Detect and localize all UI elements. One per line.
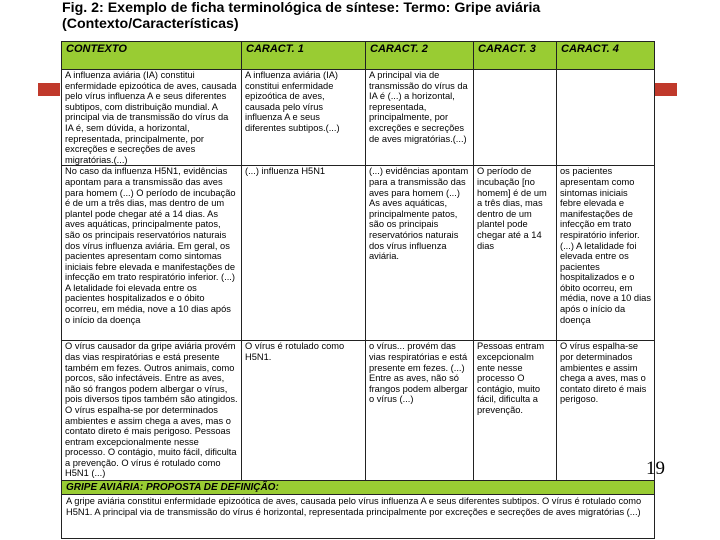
definition-text: A gripe aviária constitui enfermidade epizoótica de aves, causada pelo vírus influenza A e seus diferentes subtipos. O vírus é rotulado como H5N1. A principal via de transmissão do vírus é horizontal, representada principalmente por excreções e secreções de aves migratórias (...) — [62, 495, 655, 539]
header-caract-2: CARACT. 2 — [366, 42, 474, 70]
definition-row — [62, 495, 655, 539]
table-cell-caract-1: O vírus é rotulado como H5N1. — [242, 341, 366, 481]
table-row — [62, 341, 655, 481]
header-caract-1: CARACT. 1 — [242, 42, 366, 70]
table-row — [62, 70, 655, 166]
table-cell-caract-3: Pessoas entram excepcionalm ente nesse processo O contágio, muito fácil, dificulta a prevenção. — [474, 341, 557, 481]
table-cell-caract-4: os pacientes apresentam como sintomas iniciais febre elevada e manifestações de infecção em trato respiratório inferior. (...) A letalidade foi elevada entre os pacientes hospitalizados e o óbito ocorreu, em média, nove a 10 dias após o início da doença — [557, 166, 655, 341]
table-cell-caract-2: o vírus... provém das vias respiratórias e está presente em fezes. (...) Entre as aves, não só frangos podem albergar o vírus (...) — [366, 341, 474, 481]
table-header-row — [62, 42, 655, 70]
left-accent-bar — [38, 83, 60, 96]
table-cell-caract-4 — [557, 70, 655, 166]
table-cell-caract-3 — [474, 70, 557, 166]
table-cell-caract-1: (...) influenza H5N1 — [242, 166, 366, 341]
table-cell-caract-3: O período de incubação [no homem] é de um a três dias, mas dentro de um plantel pode chegar até a 14 dias — [474, 166, 557, 341]
table-row — [62, 166, 655, 341]
table-cell-caract-1: A influenza aviária (IA) constitui enfermidade epizoótica de aves, causada pelo vírus influenza A e seus diferentes subtipos.(...) — [242, 70, 366, 166]
header-caract-3: CARACT. 3 — [474, 42, 557, 70]
definition-heading: GRIPE AVIÁRIA: PROPOSTA DE DEFINIÇÃO: — [62, 481, 655, 495]
slide-number: 19 — [646, 458, 665, 479]
table-cell-contexto: O vírus causador da gripe aviária provém das vias respiratórias e está presente também em fezes. Outros animais, como porcos, são infectáveis. Entre as aves, não só frangos podem albergar o vírus, pois diversos tipos também são atingidos. O vírus espalha-se por determinados ambientes e assim chega a aves, mas o contato direto é mais perigoso. Pessoas entram excepcionalmente nesse processo. O contágio, muito fácil, dificulta a prevenção. O vírus é rotulado como H5N1 (...) — [62, 341, 242, 481]
figure-title: Fig. 2: Exemplo de ficha terminológica de síntese: Termo: Gripe aviária (Contexto/Características) — [62, 0, 541, 32]
terminology-table — [61, 41, 655, 539]
table-cell-caract-2: (...) evidências apontam para a transmissão das aves para homem (...) As aves aquáticas, principalmente patos, são os principais reservatórios naturais dos vírus influenza aviária. — [366, 166, 474, 341]
table-cell-caract-4: O vírus espalha-se por determinados ambientes e assim chega a aves, mas o contato direto é mais perigoso. — [557, 341, 655, 481]
definition-header-row — [62, 481, 655, 495]
header-contexto: CONTEXTO — [62, 42, 242, 70]
table-cell-caract-2: A principal via de transmissão do vírus da IA é (...) a horizontal, representada, principalmente, por excreções e secreções de aves migratórias.(...) — [366, 70, 474, 166]
right-accent-bar — [655, 83, 677, 96]
header-caract-4: CARACT. 4 — [557, 42, 655, 70]
table-cell-contexto: No caso da influenza H5N1, evidências apontam para a transmissão das aves para homem (...) O período de incubação é de um a três dias, mas dentro de um plantel pode chegar até a 14 dias. As aves aquáticas, principalmente patos, são os principais reservatórios naturais dos vírus influenza aviária. Em geral, os pacientes apresentam como sintomas iniciais febre elevada e manifestações de infecção em trato respiratório inferior. (...) A letalidade foi elevada entre os pacientes hospitalizados e o óbito ocorreu, em média, nove a 10 dias após o início da doença — [62, 166, 242, 341]
table-cell-contexto: A influenza aviária (IA) constitui enfermidade epizoótica de aves, causada pelo vírus influenza A e seus diferentes subtipos, com distribuição mundial. A principal via de transmissão do vírus da IA é, sem dúvida, a horizontal, representada, principalmente, por excreções e secreções de aves migratórias.(...) — [62, 70, 242, 166]
